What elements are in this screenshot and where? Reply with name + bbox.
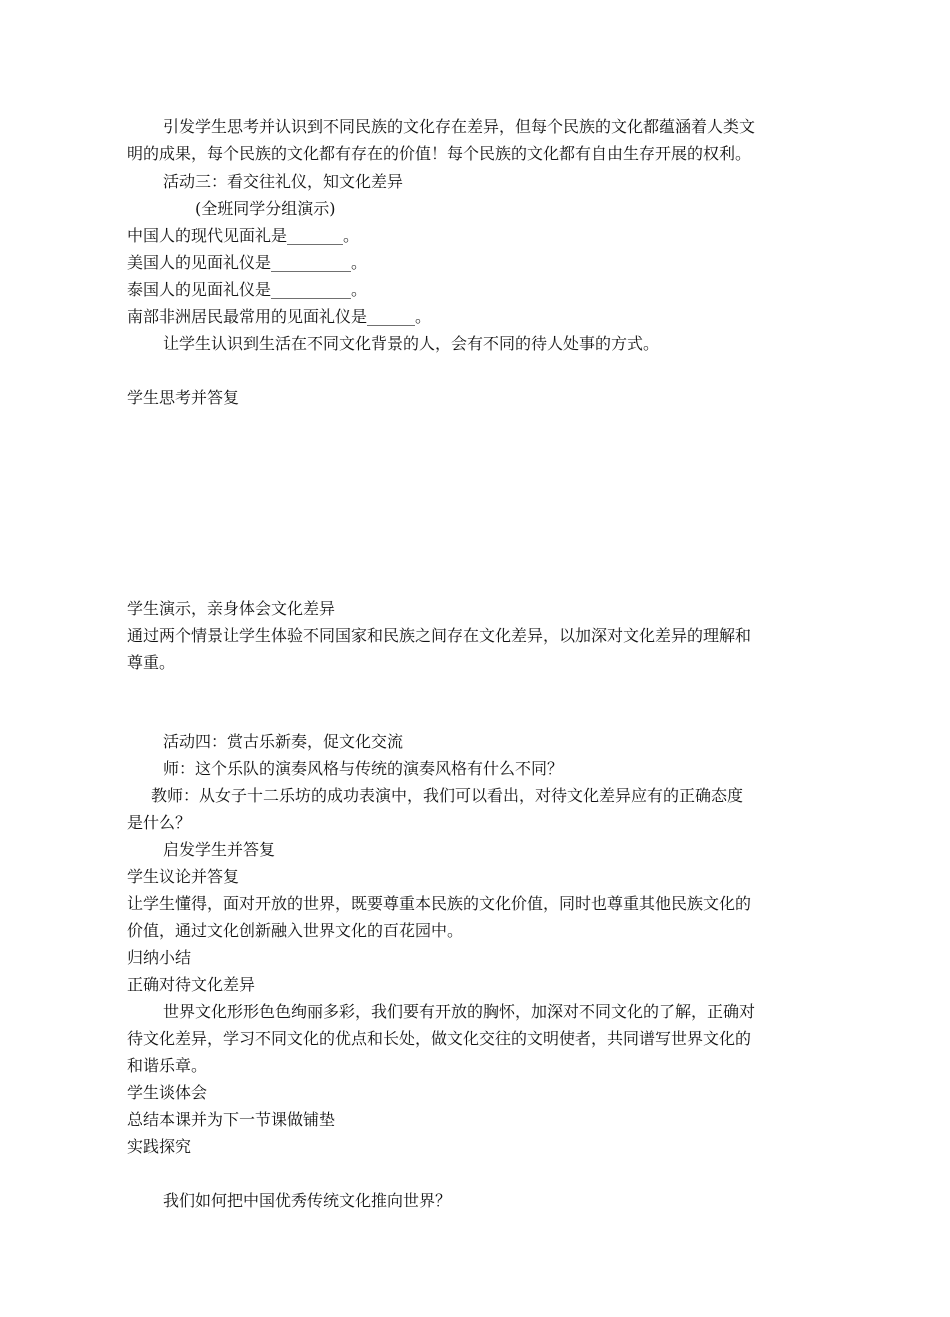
paragraph-line: 让学生懂得，面对开放的世界，既要尊重本民族的文化价值，同时也尊重其他民族文化的 (127, 894, 752, 913)
teacher-question: 师：这个乐队的演奏风格与传统的演奏风格有什么不同？ (163, 759, 564, 778)
section-heading: 实践探究 (127, 1137, 192, 1156)
final-question: 我们如何把中国优秀传统文化推向世界？ (163, 1191, 452, 1210)
paragraph-line: 和谐乐章。 (127, 1056, 208, 1075)
activity-note: (全班同学分组演示) (195, 199, 336, 218)
section-heading: 总结本课并为下一节课做铺垫 (127, 1110, 336, 1129)
paragraph-line: 价值，通过文化创新融入世界文化的百花园中。 (127, 921, 464, 940)
section-heading: 正确对待文化差异 (127, 975, 256, 994)
paragraph-line: 引发学生思考并认识到不同民族的文化存在差异，但每个民族的文化都蕴涵着人类文 (163, 117, 756, 136)
paragraph-line: 明的成果，每个民族的文化都有存在的价值！每个民族的文化都有自由生存开展的权利。 (127, 144, 752, 163)
paragraph-line: 尊重。 (127, 653, 176, 672)
inspire-line: 启发学生并答复 (163, 840, 276, 859)
activity-title: 活动三：看交往礼仪，知文化差异 (163, 172, 404, 191)
question-line: 中国人的现代见面礼是_______。 (127, 226, 360, 245)
paragraph-line: 通过两个情景让学生体验不同国家和民族之间存在文化差异，以加深对文化差异的理解和 (127, 626, 752, 645)
paragraph-line: 是什么？ (127, 813, 192, 832)
paragraph-line: 让学生认识到生活在不同文化背景的人，会有不同的待人处事的方式。 (163, 334, 660, 353)
question-line: 美国人的见面礼仪是__________。 (127, 253, 368, 272)
student-activity: 学生思考并答复 (127, 388, 240, 407)
student-activity: 学生议论并答复 (127, 867, 240, 886)
question-line: 南部非洲居民最常用的见面礼仪是______。 (127, 307, 432, 326)
activity-title: 活动四：赏古乐新奏，促文化交流 (163, 732, 404, 751)
section-heading: 归纳小结 (127, 948, 192, 967)
student-activity: 学生演示，亲身体会文化差异 (127, 599, 336, 618)
paragraph-line: 待文化差异，学习不同文化的优点和长处，做文化交往的文明使者，共同谱写世界文化的 (127, 1029, 752, 1048)
paragraph-line: 世界文化形形色色绚丽多彩，我们要有开放的胸怀，加深对不同文化的了解，正确对 (163, 1002, 756, 1021)
teacher-question: 教师：从女子十二乐坊的成功表演中，我们可以看出，对待文化差异应有的正确态度 (151, 786, 744, 805)
question-line: 泰国人的见面礼仪是__________。 (127, 280, 368, 299)
student-activity: 学生谈体会 (127, 1083, 208, 1102)
